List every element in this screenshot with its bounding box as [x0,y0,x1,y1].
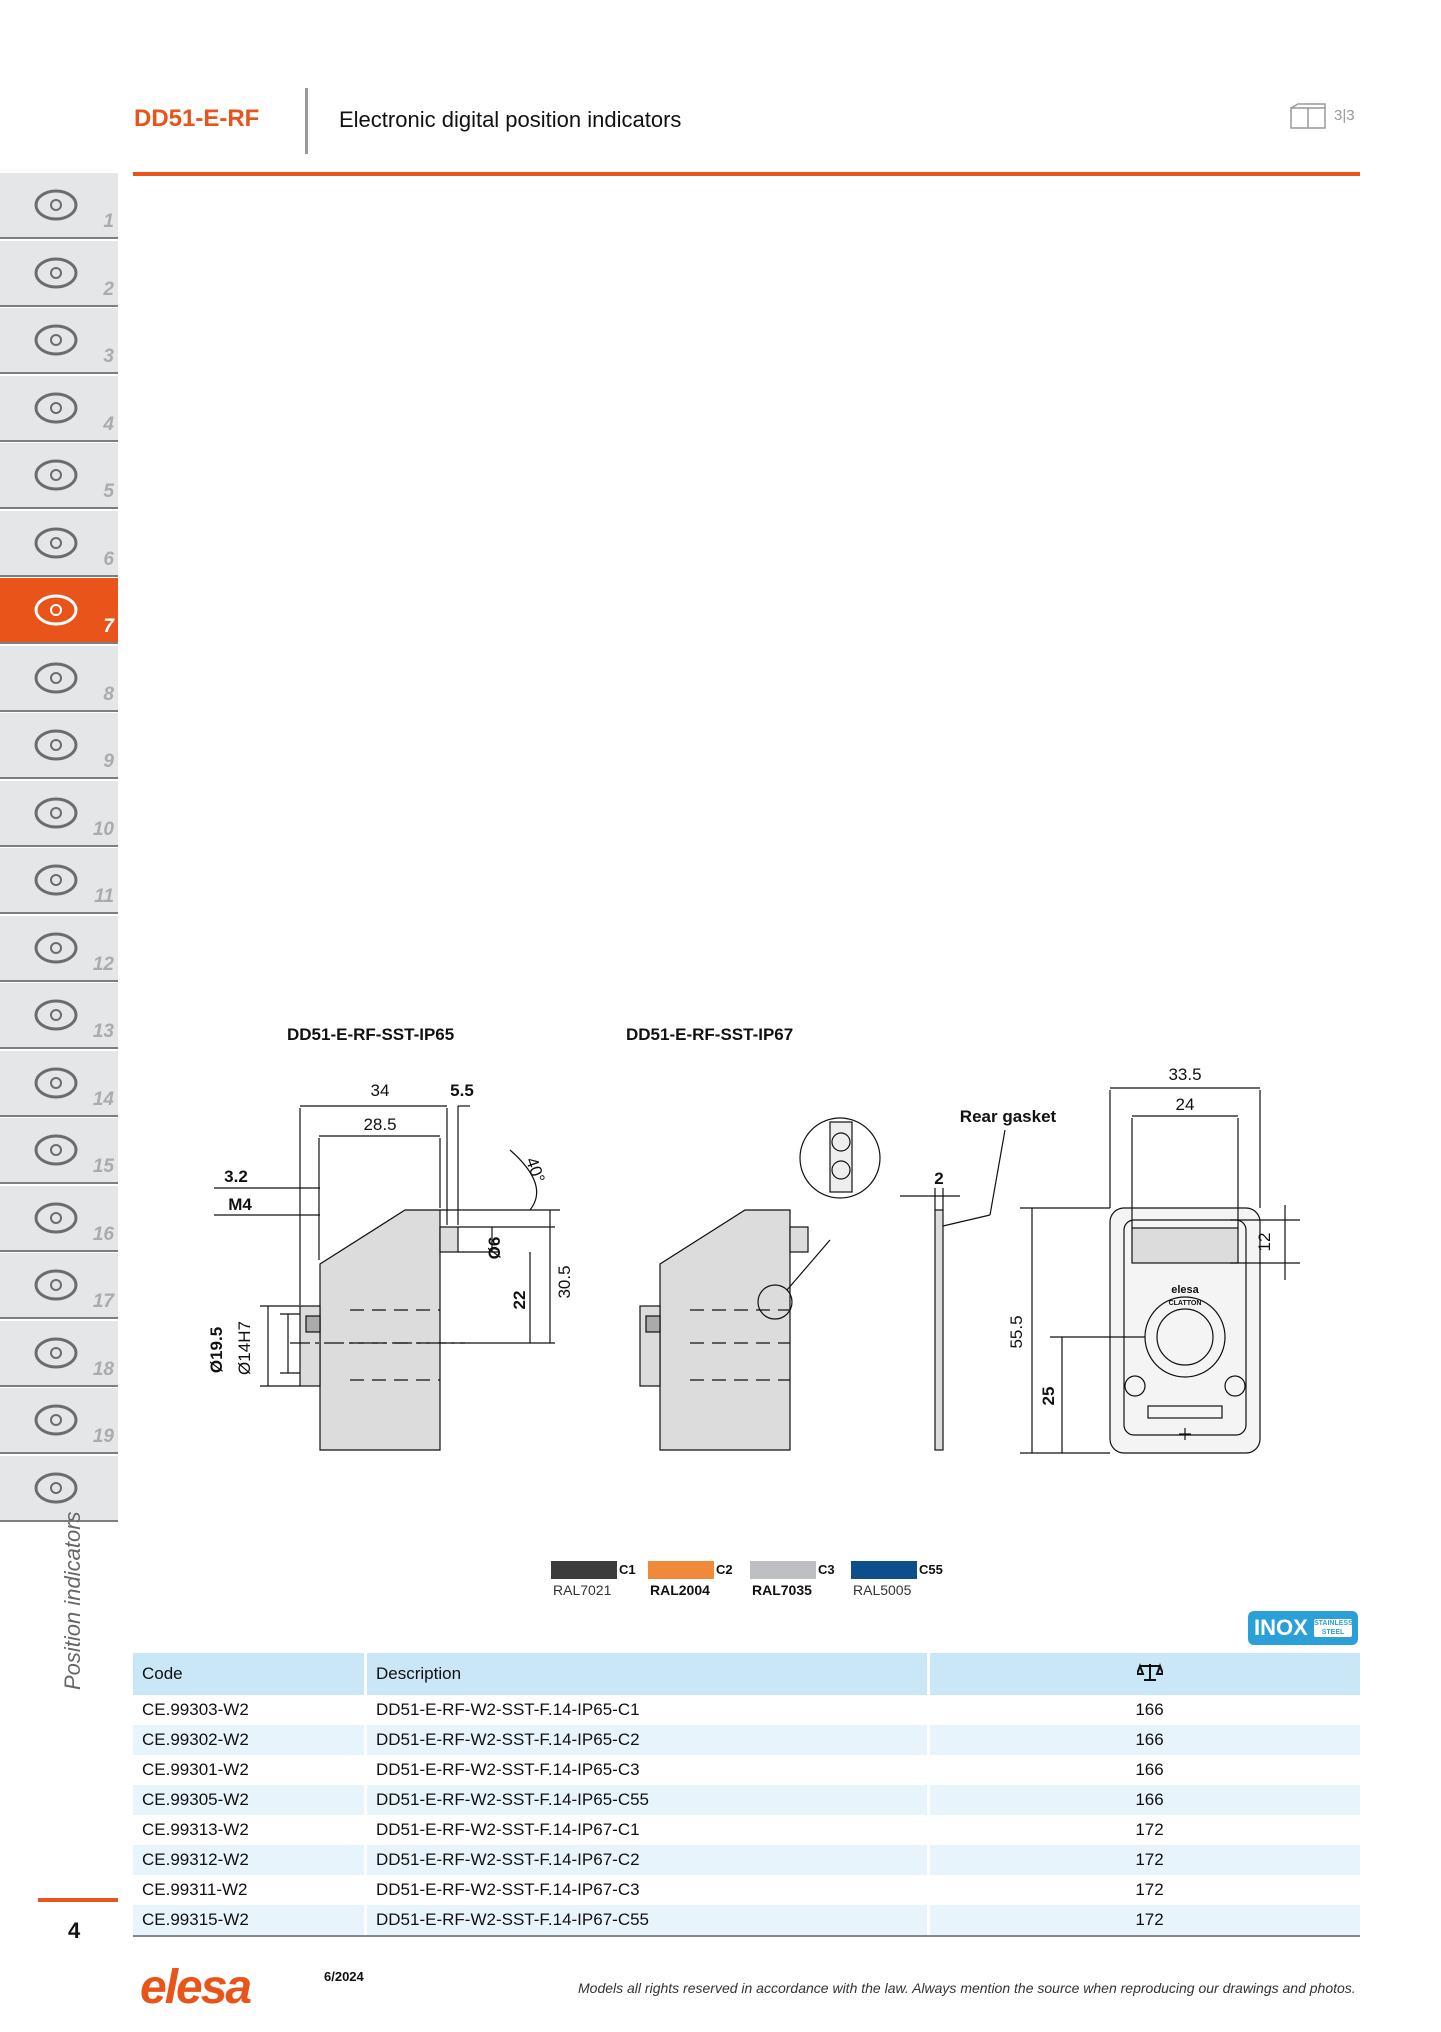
cell-code: CE.99302-W2 [133,1725,366,1755]
dim-24: 24 [1175,1095,1195,1114]
category-number: 13 [92,1021,114,1042]
category-item-15[interactable] [0,1118,118,1184]
category-number: 16 [92,1223,114,1245]
wheel-icon [26,787,86,839]
category-item-17[interactable] [0,1253,118,1319]
dim-5-5: 5.5 [450,1081,474,1100]
color-ral: RAL7035 [752,1582,812,1598]
category-item-2[interactable] [0,241,118,307]
category-item-19[interactable] [0,1388,118,1454]
category-item-11[interactable] [0,848,118,914]
category-number: 4 [103,413,114,435]
lever-icon [26,314,86,366]
table-bottom-rule [133,1935,1360,1937]
category-item-7[interactable] [0,578,118,644]
col-header-code: Code [133,1653,366,1695]
cell-description: DD51-E-RF-W2-SST-F.14-IP65-C55 [366,1785,929,1815]
mount-icon [26,1394,86,1446]
category-item-tools[interactable] [0,1456,118,1522]
category-number: 15 [92,1156,114,1177]
category-item-6[interactable] [0,511,118,577]
color-swatch-c1 [551,1561,617,1579]
page-title: Electronic digital position indicators [339,107,682,132]
category-item-16[interactable] [0,1186,118,1252]
cell-weight: 166 [1135,1760,1164,1779]
plate-brand: elesa [1171,1284,1199,1296]
table-row [133,1875,1360,1905]
rear-gasket-label: Rear gasket [959,1107,1057,1126]
technical-drawing [200,1060,1340,1480]
category-item-9[interactable] [0,713,118,779]
category-number: 6 [103,548,114,570]
category-number: 14 [92,1088,114,1110]
category-item-5[interactable] [0,443,118,509]
dim-m4: M4 [228,1195,252,1214]
drawing-label-ip65: DD51-E-RF-SST-IP65 [287,1025,455,1044]
category-item-4[interactable] [0,376,118,442]
category-number: 2 [103,278,114,300]
category-number: 8 [103,683,114,705]
table-row [133,1695,1360,1725]
table-row [133,1755,1360,1785]
copyright-note: Models all rights reserved in accordance with the law. Always mention the source when reproducing our drawings and photos. [578,1980,1356,1996]
category-number: 12 [92,953,114,975]
plate-model: CLATTON [1168,1300,1202,1307]
drawing-label-ip67: DD51-E-RF-SST-IP67 [626,1025,794,1044]
levelling-foot-icon [26,922,86,974]
category-number: 19 [92,1426,114,1447]
table-row [133,1785,1360,1815]
cell-code: CE.99311-W2 [133,1875,366,1905]
dim-3-2: 3.2 [224,1167,248,1186]
handle-icon [26,382,86,434]
clamping-knob-icon [26,1057,86,1109]
dim-6: Ø6 [485,1236,504,1260]
cell-description: DD51-E-RF-W2-SST-F.14-IP67-C2 [366,1845,929,1875]
dim-30-5: 30.5 [555,1265,574,1299]
dim-19-5: Ø19.5 [207,1326,226,1374]
header-rule [133,172,1360,176]
plunger-icon [26,652,86,704]
category-number: 5 [103,481,114,502]
col-header-description: Description [366,1653,929,1695]
dim-33-5: 33.5 [1168,1065,1202,1084]
color-code: C2 [716,1562,733,1577]
dim-12: 12 [1255,1232,1274,1252]
dim-55-5: 55.5 [1007,1315,1026,1349]
category-item-12[interactable] [0,916,118,982]
dim-40-deg: 40° [521,1154,549,1186]
category-item-1[interactable] [0,173,118,239]
cell-description: DD51-E-RF-W2-SST-F.14-IP65-C2 [366,1725,929,1755]
inox-badge [1248,1611,1358,1645]
edition-date: 6/2024 [324,1969,364,1984]
dim-28-5: 28.5 [363,1115,397,1134]
category-item-10[interactable] [0,781,118,847]
dim-25: 25 [1039,1386,1058,1406]
category-number: 1 [103,211,114,232]
cell-code: CE.99312-W2 [133,1845,366,1875]
dim-34: 34 [370,1081,390,1100]
cell-code: CE.99315-W2 [133,1905,366,1935]
page-reference: 3|3 [1334,107,1355,124]
cell-weight: 166 [1135,1700,1164,1719]
category-number: 18 [92,1358,114,1380]
category-item-14[interactable] [0,1051,118,1117]
inox-sublabel: STAINLESS STEEL [1314,1620,1353,1636]
knurled-knob-icon [26,517,86,569]
color-swatch-c3 [750,1561,816,1579]
page-icon [1290,103,1326,129]
cell-weight: 172 [929,1905,1361,1935]
category-item-3[interactable] [0,308,118,374]
category-number: 9 [103,751,114,772]
category-item-13[interactable] [0,983,118,1049]
cell-description: DD51-E-RF-W2-SST-F.14-IP65-C3 [366,1755,929,1785]
cell-description: DD51-E-RF-W2-SST-F.14-IP67-C1 [366,1815,929,1845]
category-number: 11 [94,886,114,907]
category-number: 3 [103,346,114,367]
section-rule [38,1898,118,1902]
dim-14h7: Ø14H7 [235,1321,254,1375]
grip-icon [26,449,86,501]
inox-label: INOX [1254,1615,1308,1640]
weight-icon [1137,1662,1163,1682]
cell-description: DD51-E-RF-W2-SST-F.14-IP65-C1 [366,1695,929,1725]
cell-description: DD51-E-RF-W2-SST-F.14-IP67-C55 [366,1905,929,1935]
cell-weight: 166 [929,1725,1361,1755]
front-view [1020,1088,1300,1453]
category-number: 17 [92,1291,114,1312]
color-code: C3 [818,1562,835,1577]
table-row [133,1725,1360,1755]
wrench-icon [26,1462,86,1514]
section-label: Position indicators [60,1511,85,1690]
cell-weight: 172 [1135,1880,1164,1899]
product-code: DD51-E-RF [134,105,260,132]
toggle-clamp-icon [26,1124,86,1176]
cell-code: CE.99313-W2 [133,1815,366,1845]
hinge-icon [26,989,86,1041]
header-divider [305,88,308,154]
position-indicator-icon [26,584,86,636]
color-ral: RAL7021 [553,1582,612,1598]
table-row [133,1845,1360,1875]
dim-2: 2 [934,1169,944,1188]
rear-gasket-view [900,1130,1005,1450]
tube-clamp-icon [26,1192,86,1244]
color-swatch-c2 [648,1561,714,1579]
cell-description: DD51-E-RF-W2-SST-F.14-IP67-C3 [366,1875,929,1905]
cell-weight: 172 [929,1845,1361,1875]
category-item-8[interactable] [0,646,118,712]
table-row [133,1905,1360,1935]
cell-weight: 172 [1135,1820,1164,1839]
color-ral: RAL2004 [650,1582,710,1598]
connector-icon [26,1327,86,1379]
category-number: 10 [92,818,114,840]
color-code: C55 [919,1562,943,1577]
eye-bolt-icon [26,719,86,771]
category-number: 7 [103,616,114,637]
category-item-18[interactable] [0,1321,118,1387]
col-header-weight [929,1653,1361,1695]
ip65-side-view [214,1106,560,1450]
dim-22: 22 [510,1290,529,1310]
clamp-icon [26,854,86,906]
handwheel-icon [26,179,86,231]
color-ral: RAL5005 [853,1582,912,1598]
castor-icon [26,1259,86,1311]
color-code: C1 [619,1562,636,1577]
cell-code: CE.99305-W2 [133,1785,366,1815]
table-row [133,1815,1360,1845]
cell-code: CE.99303-W2 [133,1695,366,1725]
ip67-side-view [640,1118,880,1450]
product-table [133,1653,1360,1935]
page-number: 4 [68,1918,81,1943]
knob-icon [26,247,86,299]
cell-weight: 166 [929,1785,1361,1815]
color-swatch-c55 [851,1561,917,1579]
cell-code: CE.99301-W2 [133,1755,366,1785]
brand-logo: elesa [140,1961,251,2014]
